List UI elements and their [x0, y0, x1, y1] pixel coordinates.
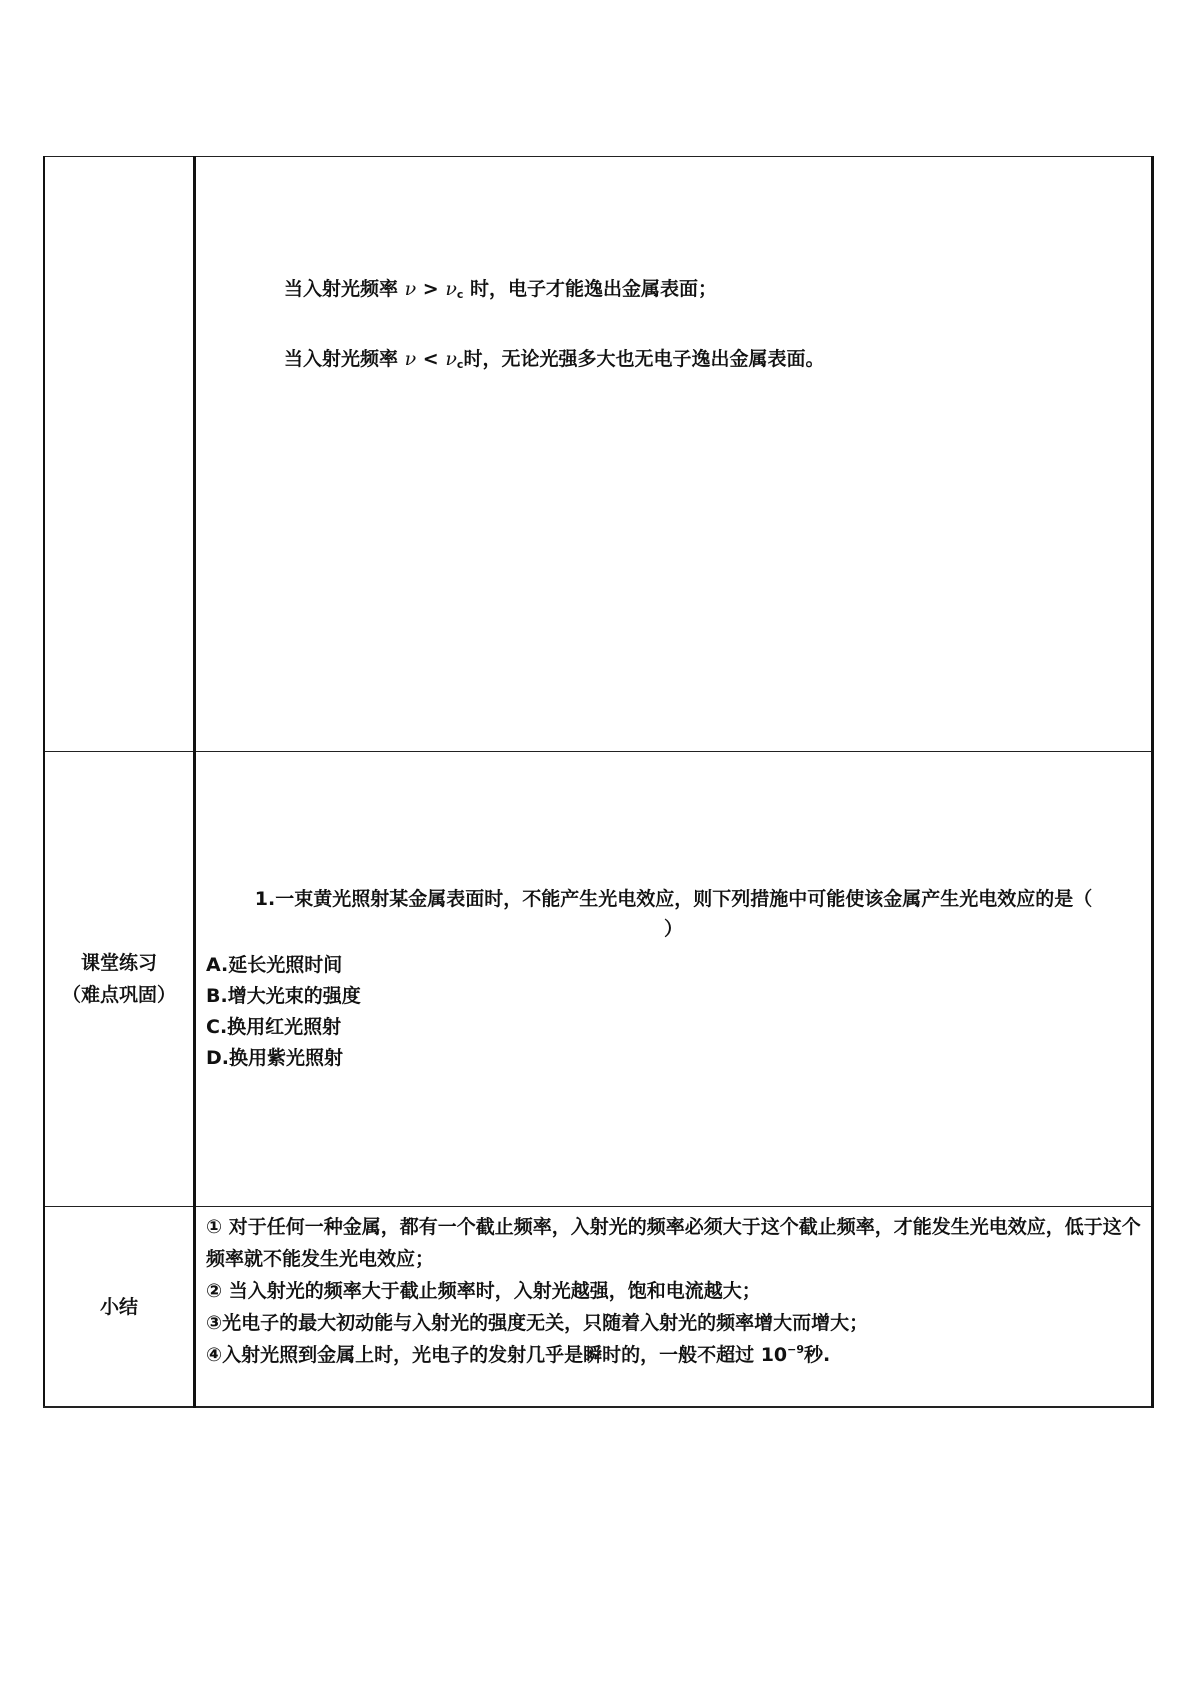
cutoff-subscript: c — [456, 358, 464, 371]
summary-label-cell — [44, 1207, 195, 1408]
row-label-empty — [44, 157, 195, 752]
table-row-practice — [44, 752, 1153, 1207]
summary-item-4-tail: 秒. — [804, 1344, 831, 1366]
summary-item-2: ② 当入射光的频率大于截止频率时，入射光越强，饱和电流越大； — [206, 1280, 761, 1302]
frequency-symbol: ν — [404, 278, 417, 300]
summary-item-1: ① 对于任何一种金属，都有一个截止频率，入射光的频率必须大于这个截止频率，才能发生光电效应，低于这个频率就不能发生光电效应； — [206, 1216, 1141, 1270]
condition-line-greater — [284, 275, 1151, 309]
comparison-operator: > — [416, 278, 446, 300]
frequency-symbol: ν — [404, 348, 417, 370]
cutoff-frequency-symbol: ν — [445, 348, 457, 370]
option-c: C.换用红光照射 — [206, 1016, 342, 1038]
option-d: D.换用紫光照射 — [206, 1047, 343, 1069]
summary-cell — [195, 1207, 1153, 1408]
option-a: A.延长光照时间 — [206, 954, 343, 976]
question-line-1: 1.一束黄光照射某金属表面时，不能产生光电效应，则下列措施中可能使该金属产生光电效应的是（ — [254, 888, 1093, 910]
summary-item-3: ③光电子的最大初动能与入射光的强度无关，只随着入射光的频率增大而增大； — [206, 1312, 869, 1334]
summary-item-4 — [206, 1339, 1141, 1371]
conditions-block — [196, 157, 1151, 751]
comparison-operator: < — [416, 348, 446, 370]
cutoff-frequency-symbol: ν — [445, 278, 457, 300]
practice-sublabel: （难点巩固） — [61, 984, 176, 1006]
cutoff-subscript: c — [456, 288, 464, 301]
question-text — [206, 884, 1141, 944]
question-line-2: ） — [663, 918, 683, 940]
lesson-table — [43, 156, 1154, 1408]
condition-prefix: 当入射光频率 — [284, 348, 405, 370]
summary-label: 小结 — [99, 1295, 138, 1318]
option-b: B.增大光束的强度 — [206, 985, 361, 1007]
practice-cell — [195, 752, 1153, 1207]
practice-label: 课堂练习 — [80, 952, 157, 974]
practice-label-cell — [44, 752, 195, 1207]
condition-prefix: 当入射光频率 — [284, 278, 405, 300]
summary-content — [196, 1207, 1151, 1406]
practice-content — [196, 884, 1151, 1074]
table-row-conditions — [44, 157, 1153, 752]
condition-suffix: 时，电子才能逸出金属表面； — [463, 278, 718, 300]
conditions-cell — [195, 157, 1153, 752]
summary-item-4-exponent: −9 — [787, 1343, 805, 1356]
summary-item-4-text: ④入射光照到金属上时，光电子的发射几乎是瞬时的，一般不超过 10 — [206, 1344, 788, 1366]
condition-line-less — [284, 345, 1151, 379]
table-row-summary — [44, 1207, 1153, 1408]
condition-suffix: 时，无论光强多大也无电子逸出金属表面。 — [463, 348, 825, 370]
